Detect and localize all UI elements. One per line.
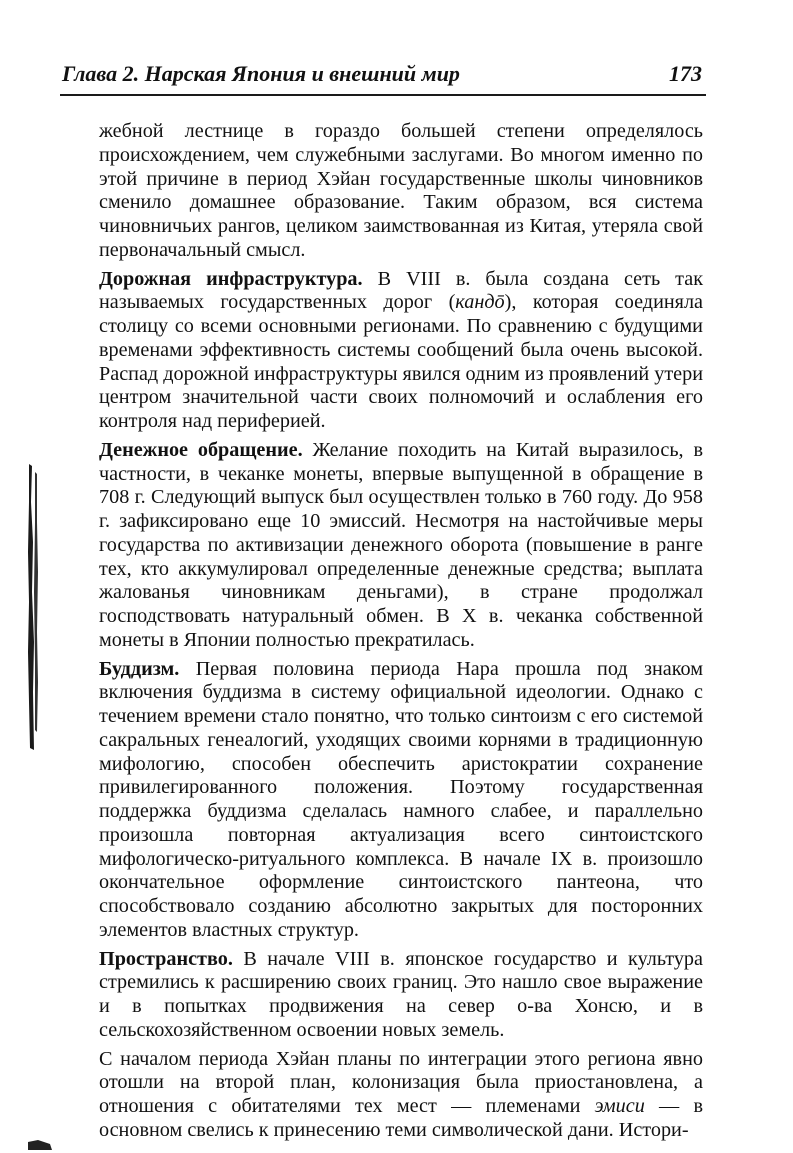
paragraph-4	[99, 658, 703, 943]
page-number: 173	[669, 61, 702, 86]
paragraph-2-text-b: ), которая соединяла столицу со всеми основными регионами. По сравнению с будущими временами эффективность системы сообщений была очень высокой. Распад дорожной инфраструктуры явился одним из проявлений утери центром значительной части своих полномочий и ослабления его контроля над периферией.	[99, 291, 704, 432]
paragraph-6-term: эмиси	[594, 1095, 645, 1117]
paragraph-4-text: Первая половина периода Нара прошла под знаком включения буддизма в систему официальной идеологии. Однако с течением времени стало понятно, что только синтоизм с его системой сакральных генеалогий, уходящих своими корнями в традиционную мифологию, способен обеспечить аристократии сохранение привилегированного положения. Поэтому государственная поддержка буддизма сделалась намного слабее, и параллельно произошла повторная актуализация всего синтоистского мифологическо-ритуального комплекса. В начале IX в. произошло окончательное оформление синтоистского пантеона, что способствовало созданию абсолютно закрытых для посторонних элементов властных структур.	[99, 657, 703, 941]
paragraph-4-heading: Буддизм.	[99, 657, 180, 680]
paragraph-2-heading: Дорожная инфраструктура.	[99, 267, 363, 290]
paragraph-2	[99, 268, 703, 434]
margin-pencil-mark	[26, 462, 42, 752]
header-rule	[60, 94, 706, 96]
paragraph-6-text-a: С началом периода Хэйан планы по интеграции этого региона явно отошли на второй план, колонизация была приостановлена, а отношения с обитателями тех мест — племенами	[99, 1047, 703, 1117]
paragraph-3	[99, 439, 703, 653]
paragraph-1: жебной лестнице в гораздо большей степени определялось происхождением, чем служебными заслугами. Во многом именно по этой причине в период Хэйан государственные школы чиновников сменило домашнее образование. Таким образом, вся система чиновничьих рангов, целиком заимствованная из Китая, утеряла свой первоначальный смысл.	[99, 120, 703, 261]
body-text	[99, 120, 703, 1143]
paragraph-5	[99, 948, 703, 1043]
paragraph-5-text: В начале VIII в. японское государство и культура стремились к расширению своих границ. Это нашло свое выражение и в попытках продвижения на север о-ва Хонсю, и в сельскохозяйственном освоении новых земель.	[99, 947, 703, 1041]
paragraph-3-heading: Денежное обращение.	[99, 438, 303, 461]
chapter-title: Глава 2. Нарская Япония и внешний мир	[62, 61, 460, 86]
paragraph-6-text-b: — в основном свелись к принесению теми символической дани. Истори-	[99, 1095, 703, 1141]
paragraph-3-text: Желание походить на Китай выразилось, в частности, в чеканке монеты, впервые выпущенной в обращение в 708 г. Следующий выпуск был осуществлен только в 760 году. До 958 г. зафиксировано еще 10 эмиссий. Несмотря на настойчивые меры государства по активизации денежного оборота (повышение в ранге тех, кто аккумулировал определенные денежные средства; выплата жалованья чиновникам деньгами), в стране продолжал господствовать натуральный обмен. В X в. чеканка собственной монеты в Японии полностью прекратилась.	[99, 438, 703, 651]
corner-scan-mark	[28, 1130, 52, 1150]
paragraph-2-term: кандō	[455, 291, 505, 314]
running-head	[62, 58, 702, 90]
paragraph-6	[99, 1048, 703, 1143]
paragraph-5-heading: Пространство.	[99, 947, 233, 970]
paragraph-2-text-a: В VIII в. была создана сеть так называемых государственных дорог (	[99, 267, 703, 314]
